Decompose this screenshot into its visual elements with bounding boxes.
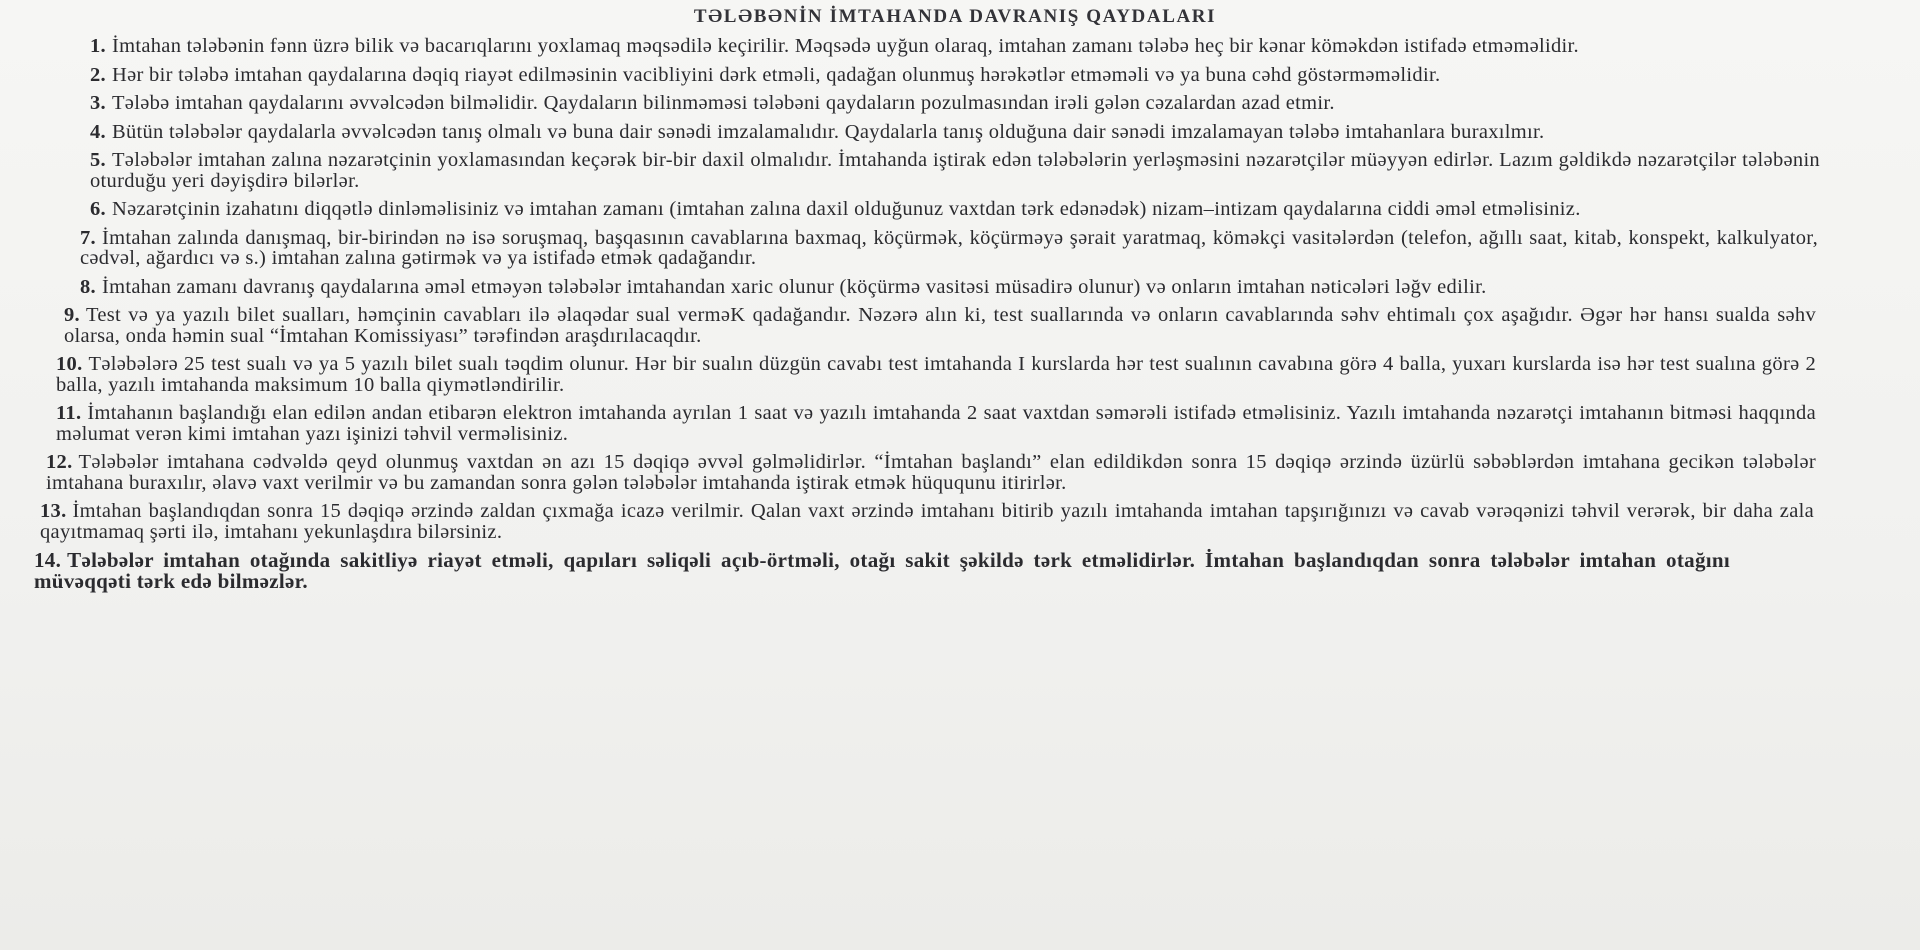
rule-text: Tələbə imtahan qaydalarını əvvəlcədən bilməlidir. Qaydaların bilinməməsi tələbəni qaydaların pozulmasından irəli gələn cəzalardan azad etmir. bbox=[111, 92, 1335, 114]
rule-text: İmtahan zamanı davranış qaydalarına əməl etməyən tələbələr imtahandan xaric olunur (köçürmə vasitəsi müsadirə olunur) və onların imtahan nəticələri ləğv edilir. bbox=[101, 275, 1487, 298]
rule-item bbox=[20, 305, 1830, 346]
rules-list bbox=[20, 36, 1830, 591]
rule-number: 7. bbox=[80, 226, 96, 249]
rule-item bbox=[20, 501, 1830, 542]
rule-item bbox=[20, 550, 1830, 591]
rule-number: 4. bbox=[90, 120, 106, 143]
rule-text: İmtahan tələbənin fənn üzrə bilik və bacarıqlarını yoxlamaq məqsədilə keçirilir. Məqsədə uyğun olaraq, imtahan zamanı tələbə heç bir kənar köməkdən istifadə etməməlidir. bbox=[111, 35, 1579, 57]
rule-text: Tələbələr imtahan otağında sakitliyə riayət etməli, qapıları səliqəli açıb-örtməli, otağı sakit şəkildə tərk etməlidirlər. İmtahan başlandıqdan sonra tələbələr imtahan otağını müvəqqəti tərk edə bilməzlər. bbox=[34, 548, 1730, 593]
rule-text: Tələbələrə 25 test sualı və ya 5 yazılı bilet sualı təqdim olunur. Hər bir sualın düzgün cavabı test imtahanda I kurslarda hər test sualının cavabına görə 4 balla, yuxarı kurslarda isə hər test sualına görə 2 balla, yazılı imtahanda maksimum 10 balla qiymətləndirilir. bbox=[56, 353, 1816, 396]
rule-number: 12. bbox=[46, 451, 73, 473]
rule-text: Tələbələr imtahana cədvəldə qeyd olunmuş vaxtdan ən azı 15 dəqiqə əvvəl gəlməlidirlər. “İmtahan başlandı” elan edildikdən sonra 15 dəqiqə ərzində üzürlü səbəblərdən imtahana gecikən tələbələr imtahana buraxılır, əlavə vaxt verilmir və bu zamandan sonra gələn tələbələr imtahanda iştirak etmək hüququnu itirirlər. bbox=[46, 451, 1816, 494]
rule-text: İmtahan başlandıqdan sonra 15 dəqiqə ərzində zaldan çıxmağa icazə verilmir. Qalan vaxt ərzində imtahanı bitirib yazılı imtahanda imtahan tapşırığınızı və cavab vərəqənizi təhvil verərək, bir daha zala qayıtmamaq şərti ilə, imtahanı yekunlaşdıra bilərsiniz. bbox=[40, 500, 1814, 543]
rule-number: 2. bbox=[90, 63, 106, 86]
rule-item bbox=[20, 93, 1830, 114]
rule-item bbox=[20, 150, 1830, 191]
rule-number: 6. bbox=[90, 198, 106, 220]
document-title: TƏLƏBƏNİN İMTAHANDA DAVRANIŞ QAYDALARI bbox=[693, 6, 1217, 27]
rule-number: 14. bbox=[34, 548, 62, 572]
rule-number: 8. bbox=[80, 275, 96, 298]
rule-text: İmtahan zalında danışmaq, bir-birindən nə isə soruşmaq, başqasının cavablarına baxmaq, köçürmək, köçürməyə şərait yaratmaq, köməkçi vasitələrdən (telefon, ağıllı saat, kitab, konspekt, kalkulyator, cədvəl, ağardıcı və s.) imtahan zalına gətirmək və ya istifadə etmək qadağandır. bbox=[80, 226, 1818, 269]
rule-item bbox=[20, 277, 1830, 298]
rule-text: Tələbələr imtahan zalına nəzarətçinin yoxlamasından keçərək bir-bir daxil olmalıdır. İmtahanda iştirak edən tələbələrin yerləşməsini nəzarətçilər müəyyən edirlər. Lazım gəldikdə nəzarətçilər tələbənin oturduğu yeri dəyişdirə bilərlər. bbox=[90, 149, 1820, 192]
rule-number: 13. bbox=[40, 500, 67, 522]
rule-text: Bütün tələbələr qaydalarla əvvəlcədən tanış olmalı və buna dair sənədi imzalamalıdır. Qaydalarla tanış olduğuna dair sənədi imzalamayan tələbə imtahanlara buraxılmır. bbox=[111, 120, 1545, 143]
rule-number: 3. bbox=[90, 92, 106, 114]
rule-number: 5. bbox=[90, 149, 106, 171]
rule-text: İmtahanın başlandığı elan edilən andan etibarən elektron imtahanda ayrılan 1 saat və yazılı imtahanda 2 saat vaxtdan səmərəli istifadə etməlisiniz. Yazılı imtahanda nəzarətçi imtahanın bitməsi haqqında məlumat verən kimi imtahan yazı işinizi təhvil verməlisiniz. bbox=[56, 402, 1816, 445]
rule-text: Hər bir tələbə imtahan qaydalarına dəqiq riayət edilməsinin vacibliyini dərk etməli, qadağan olunmuş hərəkətlər etməməli və ya buna cəhd göstərməməlidir. bbox=[111, 63, 1441, 86]
rule-text: Test və ya yazılı bilet sualları, həmçinin cavabları ilə əlaqədar sual verməK qadağandır. Nəzərə alın ki, test suallarında və onların cavablarında səhv ehtimalı çox aşağıdır. Əgər hər hansı sualda səhv olarsa, onda həmin sual “İmtahan Komissiyası” tərəfindən araşdırılacaqdır. bbox=[64, 304, 1816, 347]
rule-text: Nəzarətçinin izahatını diqqətlə dinləməlisiniz və imtahan zamanı (imtahan zalına daxil olduğunuz vaxtdan tərk edənədək) nizam–intizam qaydalarına ciddi əməl etməlisiniz. bbox=[111, 198, 1581, 220]
rule-item bbox=[20, 403, 1830, 444]
rule-number: 9. bbox=[64, 304, 80, 326]
rule-item bbox=[20, 228, 1830, 269]
rule-item bbox=[20, 354, 1830, 395]
rule-number: 10. bbox=[56, 353, 83, 375]
rule-number: 1. bbox=[90, 35, 106, 57]
rule-item bbox=[20, 36, 1830, 57]
rule-item bbox=[20, 452, 1830, 493]
rule-number: 11. bbox=[56, 402, 82, 424]
rule-item bbox=[20, 65, 1830, 86]
rule-item bbox=[20, 199, 1830, 220]
rule-item bbox=[20, 122, 1830, 143]
